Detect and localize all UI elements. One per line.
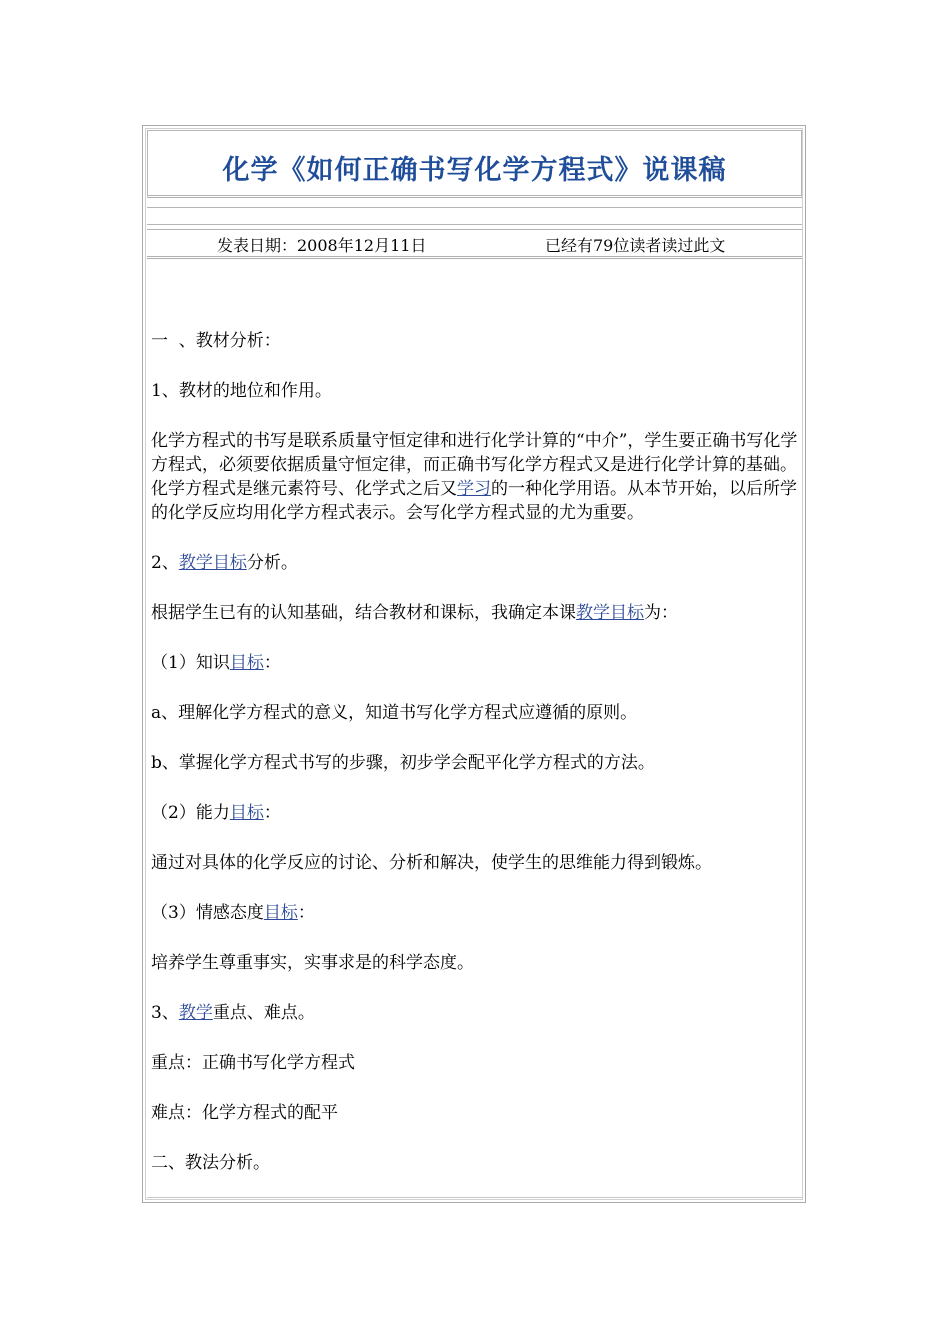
paragraph-1 bbox=[151, 429, 801, 525]
section-heading-1: 一 、教材分析： bbox=[151, 331, 281, 351]
subsection-3-suffix: 重点、难点。 bbox=[212, 1003, 315, 1023]
paragraph-2-text-a: 根据学生已有的认知基础，结合教材和课标，我确定本课 bbox=[151, 603, 576, 623]
link-teaching[interactable]: 教学 bbox=[178, 1003, 213, 1023]
link-study[interactable]: 学习 bbox=[457, 479, 491, 499]
subsection-3 bbox=[151, 1001, 801, 1025]
knowledge-item-a: a、理解化学方程式的意义，知道书写化学方程式应遵循的原则。 bbox=[151, 703, 638, 723]
paragraph-1-text-b: 的一种化学用语。从本节开始，以后所学的化学反应均用化学方程式表示。会写化学方程式显的尤为重要。 bbox=[151, 479, 797, 523]
ability-goal bbox=[151, 801, 801, 825]
ability-text: 通过对具体的化学反应的讨论、分析和解决，使学生的思维能力得到锻炼。 bbox=[151, 853, 712, 873]
link-goal-knowledge[interactable]: 目标 bbox=[229, 653, 264, 673]
subsection-2 bbox=[151, 551, 801, 575]
attitude-goal-suffix: ： bbox=[297, 903, 315, 923]
difficult-point: 难点：化学方程式的配平 bbox=[151, 1103, 338, 1123]
paragraph-1-text-a: 化学方程式的书写是联系质量守恒定律和进行化学计算的“中介”，学生要正确书写化学方程式，必须要依据质量守恒定律，而正确书写化学方程式又是进行化学计算的基础。化学方程式是继元素符号、化学式之后又 bbox=[151, 431, 798, 499]
knowledge-item-b: b、掌握化学方程式书写的步骤，初步学会配平化学方程式的方法。 bbox=[151, 753, 655, 773]
ability-goal-prefix: （2）能力 bbox=[151, 803, 230, 823]
article-title: 化学《如何正确书写化学方程式》说课稿 bbox=[222, 155, 727, 186]
paragraph-2 bbox=[151, 601, 801, 625]
attitude-goal-prefix: （3）情感态度 bbox=[151, 903, 264, 923]
knowledge-goal-suffix: ： bbox=[263, 653, 281, 673]
reader-count: 已经有79位读者读过此文 bbox=[545, 236, 726, 255]
link-goal-ability[interactable]: 目标 bbox=[229, 803, 264, 823]
subsection-2-suffix: 分析。 bbox=[246, 553, 298, 573]
spacer-row bbox=[147, 207, 802, 225]
section-heading-2: 二、教法分析。 bbox=[151, 1153, 270, 1173]
subsection-1: 1、教材的地位和作用。 bbox=[151, 381, 332, 401]
paragraph-2-text-b: 为： bbox=[644, 603, 678, 623]
article-body bbox=[151, 329, 801, 1201]
key-point: 重点：正确书写化学方程式 bbox=[151, 1053, 355, 1073]
publish-date: 发表日期：2008年12月11日 bbox=[217, 236, 427, 255]
link-teaching-goal[interactable]: 教学目标 bbox=[178, 553, 247, 573]
attitude-text: 培养学生尊重事实，实事求是的科学态度。 bbox=[151, 953, 474, 973]
subsection-2-prefix: 2、 bbox=[151, 553, 179, 573]
ability-goal-suffix: ： bbox=[263, 803, 281, 823]
bottom-border bbox=[147, 1197, 802, 1198]
attitude-goal bbox=[151, 901, 801, 925]
knowledge-goal bbox=[151, 651, 801, 675]
knowledge-goal-prefix: （1）知识 bbox=[151, 653, 230, 673]
subsection-3-prefix: 3、 bbox=[151, 1003, 179, 1023]
link-teaching-goal-2[interactable]: 教学目标 bbox=[576, 603, 644, 623]
link-goal-attitude[interactable]: 目标 bbox=[263, 903, 298, 923]
